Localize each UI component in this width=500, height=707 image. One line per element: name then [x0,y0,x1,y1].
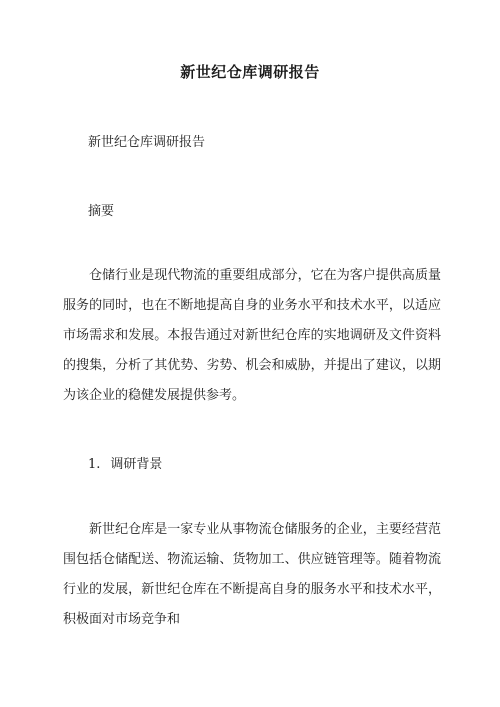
section-number: 1. [88,457,101,472]
section-heading [88,455,162,475]
abstract-heading: 摘要 [88,204,115,219]
document-subtitle: 新世纪仓库调研报告 [88,135,206,150]
background-paragraph: 新世纪仓库是一家专业从事物流仓储服务的企业，主要经营范围包括仓储配送、物流运输、货物加工、供应链管理等。随着物流行业的发展，新世纪仓库在不断提高自身的服务水平和技术水平，积极面对市场竞争和 [63,522,441,627]
section-title: 调研背景 [110,457,163,472]
document-title: 新世纪仓库调研报告 [180,63,320,81]
abstract-paragraph: 仓储行业是现代物流的重要组成部分，它在为客户提供高质量服务的同时，也在不断地提高自身的业务水平和技术水平，以适应市场需求和发展。本报告通过对新世纪仓库的实地调研及文件资料的搜集，分析了其优势、劣势、机会和威胁，并提出了建议，以期为该企业的稳健发展提供参考。 [63,268,441,403]
